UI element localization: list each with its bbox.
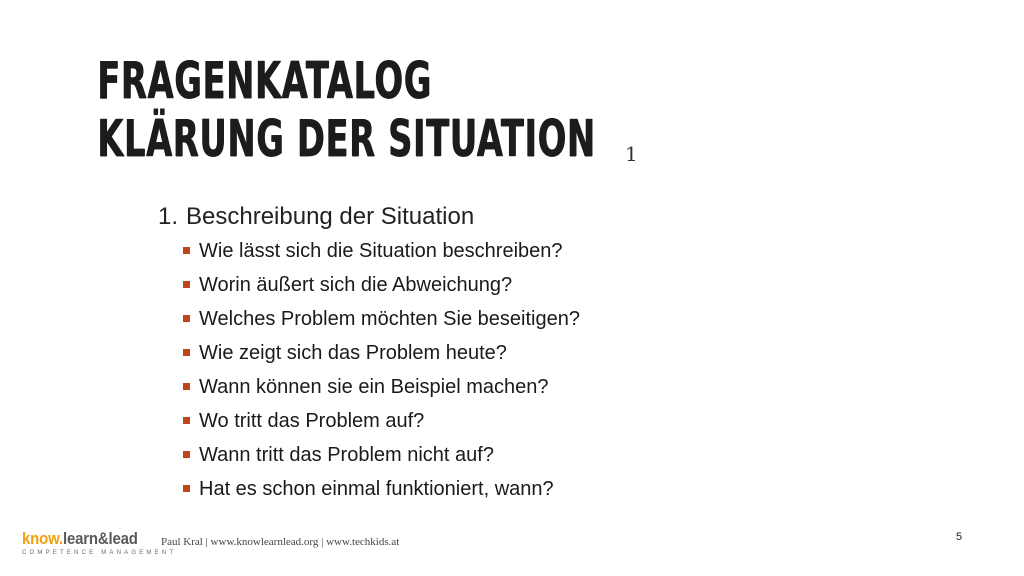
slide-content (158, 200, 858, 506)
bullet-item (182, 336, 858, 370)
bullet-item (182, 302, 858, 336)
bullet-text: Wie zeigt sich das Problem heute? (199, 342, 507, 364)
bullet-item (182, 370, 858, 404)
slide-title (97, 54, 657, 184)
bullet-square-icon (183, 349, 190, 356)
bullet-item (182, 438, 858, 472)
title-line-2: KLÄRUNG DER SITUATION (97, 110, 596, 169)
bullet-square-icon (183, 247, 190, 254)
bullet-text: Worin äußert sich die Abweichung? (199, 274, 513, 296)
bullet-square-icon (183, 315, 190, 322)
bullet-text: Wann können sie ein Beispiel machen? (199, 376, 549, 398)
bullet-text: Wo tritt das Problem auf? (199, 410, 425, 432)
bullet-list (182, 234, 858, 506)
page-number: 5 (956, 531, 963, 543)
bullet-text: Wann tritt das Problem nicht auf? (199, 444, 494, 466)
company-logo (22, 529, 177, 562)
logo-tagline: COMPETENCE MANAGEMENT (22, 550, 177, 556)
logo-part-learnlead: learn&lead (62, 529, 138, 548)
bullet-text: Welches Problem möchten Sie beseitigen? (199, 308, 580, 330)
bullet-item (182, 472, 858, 506)
heading-text: Beschreibung der Situation (186, 203, 475, 230)
bullet-square-icon (183, 451, 190, 458)
bullet-item (182, 268, 858, 302)
heading-number: 1. (158, 203, 179, 230)
bullet-text: Wie lässt sich die Situation beschreiben? (199, 240, 563, 262)
bullet-square-icon (183, 485, 190, 492)
bullet-item (182, 404, 858, 438)
bullet-square-icon (183, 281, 190, 288)
bullet-text: Hat es schon einmal funktioniert, wann? (199, 478, 554, 500)
logo-wordmark (22, 530, 136, 548)
section-heading (158, 200, 858, 234)
bullet-square-icon (183, 417, 190, 424)
title-line-1: FRAGENKATALOG (97, 52, 432, 111)
logo-part-know: know. (22, 529, 63, 548)
bullet-square-icon (183, 383, 190, 390)
bullet-item (182, 234, 858, 268)
footer-text: Paul Kral | www.knowlearnlead.org | www.techkids.at (161, 536, 400, 548)
title-suffix: 1 (625, 142, 638, 166)
